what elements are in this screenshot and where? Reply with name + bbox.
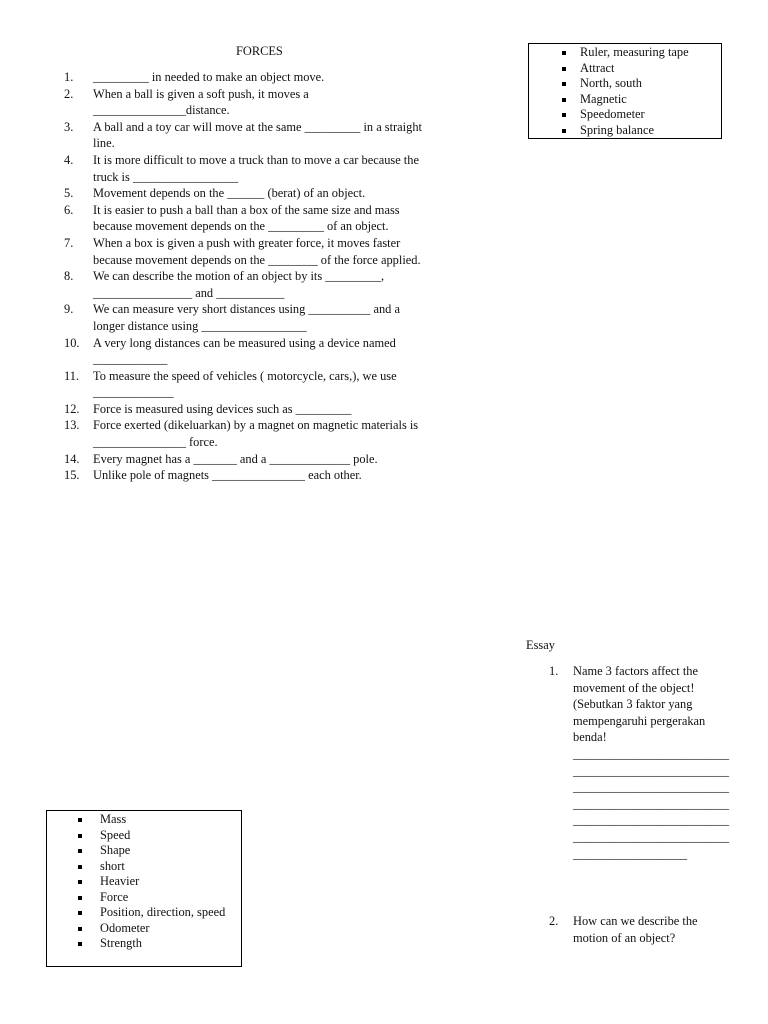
question-text-line: because movement depends on the _________ of an object. (93, 219, 389, 234)
question-number: 11. (64, 368, 80, 383)
answer-lines: _______________________________________________________________________________________________________________________________________________________________________________ (573, 746, 729, 861)
question-text-line: ____________ (93, 352, 168, 367)
question-item (64, 69, 484, 86)
question-item (64, 301, 484, 334)
answer-option: Position, direction, speed (47, 905, 241, 921)
question-item (64, 202, 484, 235)
question-list (64, 69, 484, 484)
answer-option: short (47, 859, 241, 875)
question-text-line: When a box is given a push with greater force, it moves faster (93, 235, 401, 250)
question-number: 13. (64, 418, 80, 433)
question-text-line: We can describe the motion of an object by its _________, (93, 269, 385, 284)
question-item (64, 119, 484, 152)
question-item (64, 235, 484, 268)
question-text-line: It is more difficult to move a truck than to move a car because the (93, 152, 419, 167)
essay-question (549, 663, 729, 862)
question-item (64, 417, 484, 450)
answer-option: Odometer (47, 921, 241, 937)
answer-option: North, south (529, 76, 721, 92)
question-text-line: Force exerted (dikeluarkan) by a magnet on magnetic materials is (93, 418, 419, 433)
question-text-line: A very long distances can be measured using a device named (93, 335, 396, 350)
answer-option: Ruler, measuring tape (529, 45, 721, 61)
question-text-line: truck is _________________ (93, 169, 239, 184)
essay-heading: Essay (526, 638, 555, 652)
answer-option: Speedometer (529, 107, 721, 123)
question-item (64, 86, 484, 119)
question-item (64, 401, 484, 418)
question-number: 3. (64, 119, 74, 134)
question-text-line: Force is measured using devices such as _________ (93, 401, 352, 416)
question-number: 14. (64, 451, 80, 466)
question-number: 4. (64, 152, 74, 167)
answer-option: Speed (47, 828, 241, 844)
question-text-line: To measure the speed of vehicles ( motorcycle, cars,), we use (93, 368, 397, 383)
question-text-line: It is easier to push a ball than a box of the same size and mass (93, 202, 400, 217)
question-number: 8. (64, 269, 74, 284)
question-item (64, 368, 484, 401)
essay-question-number: 2. (549, 914, 559, 928)
question-number: 1. (64, 70, 74, 84)
question-text-line: _____________ (93, 385, 174, 400)
question-text-line: _______________distance. (93, 103, 230, 118)
answer-option: Mass (47, 812, 241, 828)
answer-option: Spring balance (529, 123, 721, 139)
answer-box-top (528, 43, 722, 139)
essay-question-list (549, 663, 729, 862)
question-text-line: Every magnet has a _______ and a _____________ pole. (93, 451, 378, 466)
question-item (64, 152, 484, 185)
page-title: FORCES (236, 44, 283, 58)
essay-question-text: How can we describe the motion of an object? (573, 914, 698, 945)
question-text-line: _________ in needed to make an object move. (93, 70, 325, 84)
question-number: 6. (64, 202, 74, 217)
question-text-line: longer distance using _________________ (93, 318, 307, 333)
question-text-line: _______________ force. (93, 435, 218, 450)
question-number: 9. (64, 302, 74, 317)
question-text-line: Unlike pole of magnets _______________ each other. (93, 468, 362, 483)
question-number: 12. (64, 401, 80, 416)
question-item (64, 268, 484, 301)
question-item (64, 451, 484, 468)
question-number: 15. (64, 468, 80, 483)
question-number: 10. (64, 335, 80, 350)
essay-question-text: Name 3 factors affect the movement of the object! (Sebutkan 3 faktor yang mempengaruhi pergerakan benda! (573, 664, 706, 745)
question-item (64, 185, 484, 202)
question-text-line: line. (93, 136, 115, 151)
question-text-line: Movement depends on the ______ (berat) of an object. (93, 186, 366, 201)
question-number: 2. (64, 86, 74, 101)
essay-question-number: 1. (549, 664, 559, 678)
question-text-line: When a ball is given a soft push, it moves a (93, 86, 309, 101)
answer-option: Strength (47, 936, 241, 952)
answer-option: Attract (529, 61, 721, 77)
question-text-line: A ball and a toy car will move at the same _________ in a straight (93, 119, 422, 134)
answer-option: Heavier (47, 874, 241, 890)
question-text-line: We can measure very short distances using __________ and a (93, 302, 400, 317)
answer-option: Force (47, 890, 241, 906)
question-number: 5. (64, 186, 74, 201)
question-text-line: because movement depends on the ________ of the force applied. (93, 252, 421, 267)
question-item (64, 467, 484, 484)
question-number: 7. (64, 235, 74, 250)
essay-question (549, 913, 729, 946)
answer-option: Magnetic (529, 92, 721, 108)
answer-option: Shape (47, 843, 241, 859)
question-text-line: ________________ and ___________ (93, 285, 285, 300)
essay-question-list (549, 913, 729, 946)
answer-box-bottom (46, 810, 242, 967)
question-item (64, 335, 484, 368)
